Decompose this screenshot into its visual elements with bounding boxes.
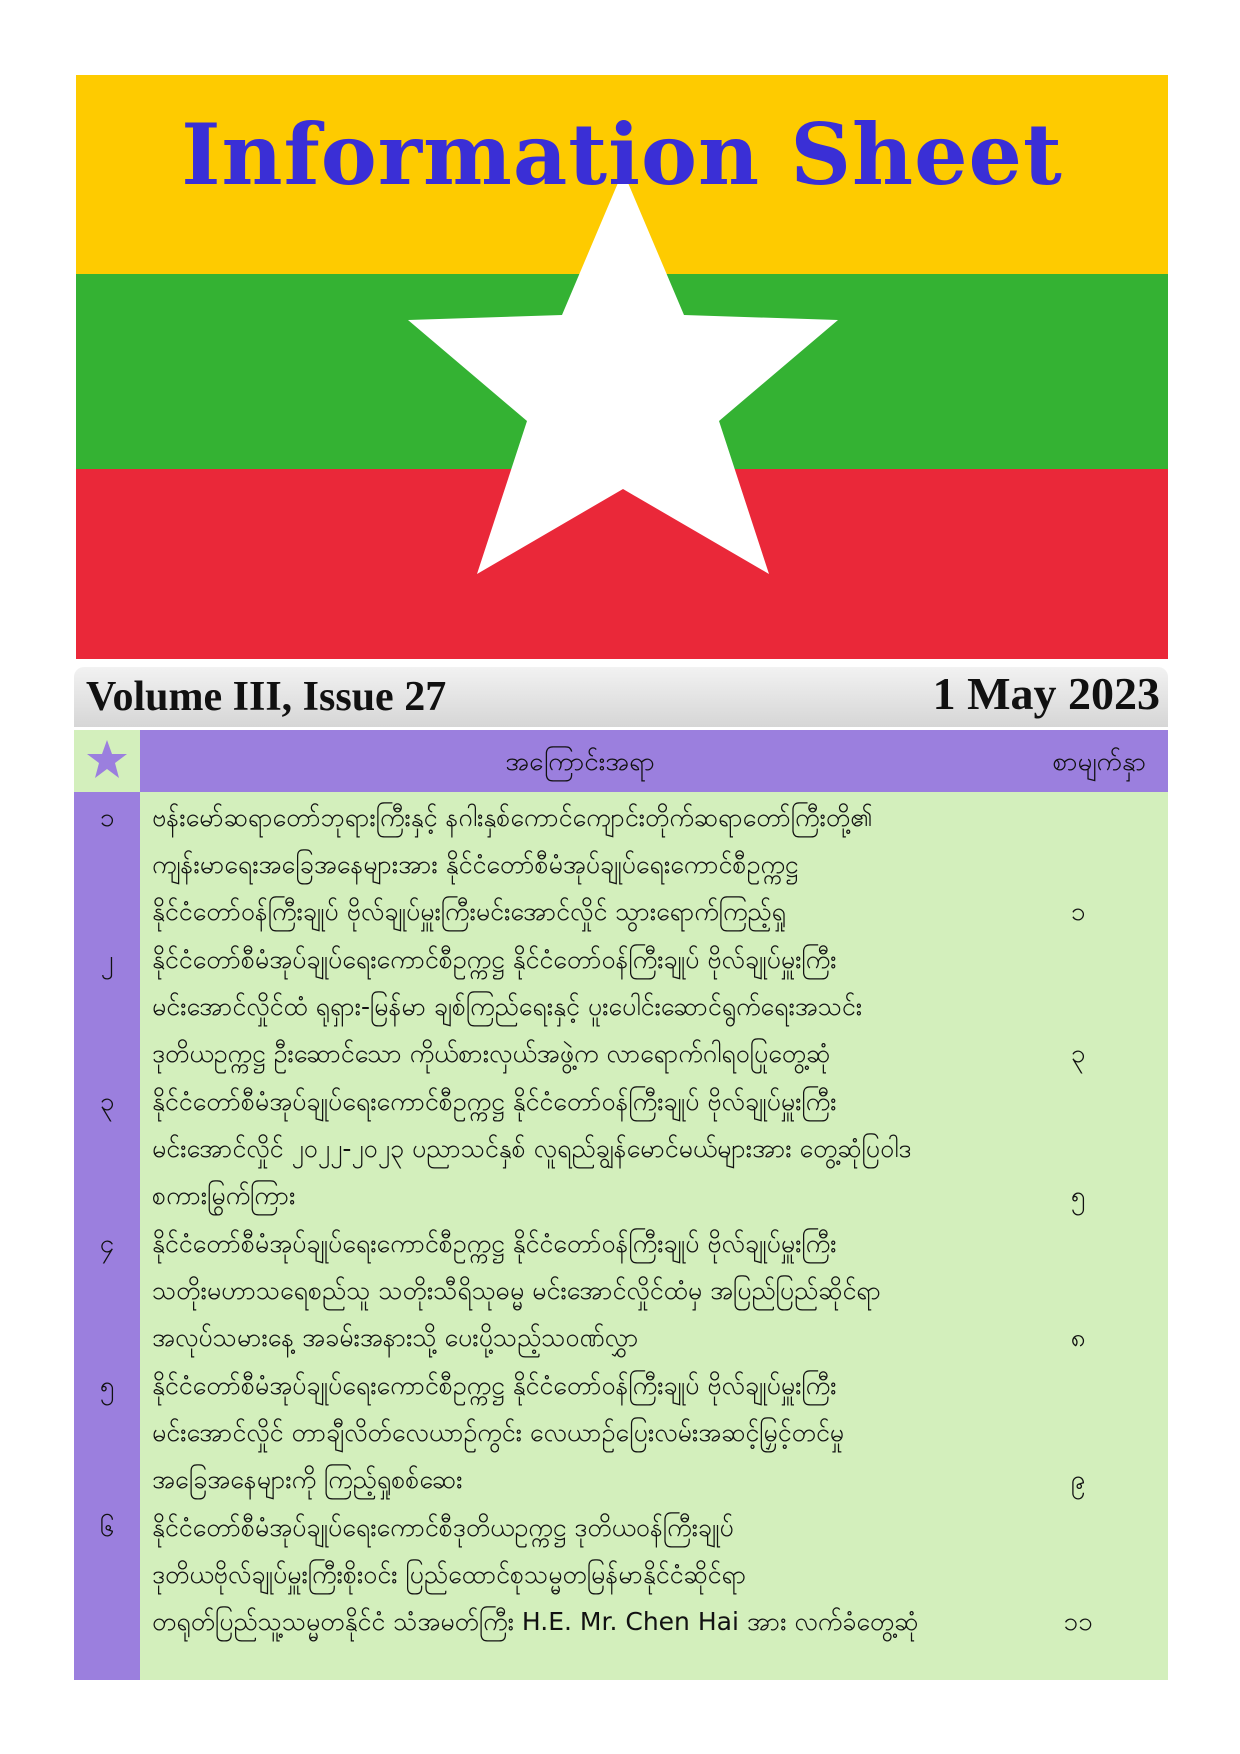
toc-row-page: ၅ [1070,1181,1086,1211]
toc-row-line: ဗန်းမော်ဆရာတော်ဘုရားကြီးနှင့် နဂါးနှစ်ကောင်ကျောင်းတိုက်ဆရာတော်ကြီးတို့၏ [152,803,873,832]
toc-star-cell [74,730,140,792]
toc-row-title [152,1504,1032,1645]
toc-row-line: ကျန်းမာရေးအခြေအနေများအား နိုင်ငံတော်စီမံအုပ်ချုပ်ရေးကောင်စီဥက္ကဋ္ဌ [152,850,799,879]
toc-row-page: ၁ [1070,897,1086,927]
toc-row-number: ၄ [99,1229,115,1259]
issue-info-bar [74,667,1168,727]
toc-row-line: သတိုးမဟာသရေစည်သူ သတိုးသီရိသုဓမ္မ မင်းအောင်လှိုင်ထံမှ အပြည်ပြည်ဆိုင်ရာ [152,1276,881,1305]
toc-row-title [152,936,1032,1077]
toc-header [140,730,1168,792]
toc-row-line: အခြေအနေများကို ကြည့်ရှုစစ်ဆေး [152,1465,463,1494]
toc-row-number: ၆ [99,1513,115,1543]
toc-row-line: နိုင်ငံတော်စီမံအုပ်ချုပ်ရေးကောင်စီဥက္ကဋ္ဌ နိုင်ငံတော်ဝန်ကြီးချုပ် ဗိုလ်ချုပ်မှူးကြီး [152,1229,837,1258]
toc-row-line: မင်းအောင်လှိုင် ၂၀၂၂-၂၀၂၃ ပညာသင်နှစ် လူရည်ချွန်မောင်မယ်များအား တွေ့ဆုံပြဝါဒ [152,1134,912,1163]
toc-row-page: ၃ [1070,1039,1086,1069]
toc-row-line: နိုင်ငံတော်စီမံအုပ်ချုပ်ရေးကောင်စီဥက္ကဋ္ဌ နိုင်ငံတော်ဝန်ကြီးချုပ် ဗိုလ်ချုပ်မှူးကြီး [152,945,837,974]
toc-row-page: ၈ [1070,1323,1086,1353]
cover-flag-banner [76,75,1168,659]
toc-row-title [152,1362,1032,1503]
toc-row[interactable] [74,1504,1168,1642]
toc-row-page: ၁၁ [1063,1607,1093,1637]
toc-row-line: တရုတ်ပြည်သူ့သမ္မတနိုင်ငံ သံအမတ်ကြီး H.E. Mr. Chen Hai အား လက်ခံတွေ့ဆုံ [152,1607,919,1636]
toc-row-line: နိုင်ငံတော်စီမံအုပ်ချုပ်ရေးကောင်စီဥက္ကဋ္ဌ နိုင်ငံတော်ဝန်ကြီးချုပ် ဗိုလ်ချုပ်မှူးကြီး [152,1371,837,1400]
toc-row-line: မင်းအောင်လှိုင်ထံ ရုရှား-မြန်မာ ချစ်ကြည်ရေးနှင့် ပူးပေါင်းဆောင်ရွက်ရေးအသင်း [152,992,863,1021]
toc-row-line: နိုင်ငံတော်စီမံအုပ်ချုပ်ရေးကောင်စီဥက္ကဋ္ဌ နိုင်ငံတော်ဝန်ကြီးချုပ် ဗိုလ်ချုပ်မှူးကြီး [152,1087,837,1116]
toc-row-title [152,1220,1032,1361]
toc-row-line: မင်းအောင်လှိုင် တာချီလိတ်လေယာဉ်ကွင်း လေယာဉ်ပြေးလမ်းအဆင့်မြှင့်တင်မှု [152,1418,845,1447]
toc-row[interactable] [74,936,1168,1074]
toc-row-line: ဒုတိယဥက္ကဋ္ဌ ဦးဆောင်သော ကိုယ်စားလှယ်အဖွဲ့က လာရောက်ဂါရဝပြုတွေ့ဆုံ [152,1039,831,1068]
toc-row[interactable] [74,1220,1168,1358]
cover-title: Information Sheet [181,105,1063,204]
toc-row-line: နိုင်ငံတော်ဝန်ကြီးချုပ် ဗိုလ်ချုပ်မှူးကြီးမင်းအောင်လှိုင် သွားရောက်ကြည့်ရှု [152,897,786,926]
toc-header-title: အကြောင်းအရာ [505,747,655,777]
toc-row[interactable] [74,794,1168,932]
toc-row-title [152,1078,1032,1219]
toc-row-number: ၃ [99,1087,115,1117]
issue-date: 1 May 2023 [932,668,1160,719]
toc-row-line: ဒုတိယဗိုလ်ချုပ်မှူးကြီးစိုးဝင်း ပြည်ထောင်စုသမ္မတမြန်မာနိုင်ငံဆိုင်ရာ [152,1560,747,1589]
issue-volume: Volume III, Issue 27 [86,674,447,720]
toc-row-page: ၉ [1070,1465,1086,1495]
toc-row-number: ၅ [99,1371,115,1401]
toc-row-line: အလုပ်သမားနေ့ အခမ်းအနားသို့ ပေးပို့သည့်သဝဏ်လွှာ [152,1323,639,1352]
toc-row-line: နိုင်ငံတော်စီမံအုပ်ချုပ်ရေးကောင်စီဒုတိယဥက္ကဋ္ဌ ဒုတိယဝန်ကြီးချုပ် [152,1513,734,1542]
purple-star-icon [85,738,129,782]
table-of-contents [74,730,1168,1680]
toc-row[interactable] [74,1362,1168,1500]
toc-row[interactable] [74,1078,1168,1216]
toc-row-title [152,794,1032,935]
toc-header-page: စာမျက်နှာ [1052,747,1146,777]
toc-row-number: ၁ [99,803,115,833]
toc-row-line: စကားမြွက်ကြား [152,1181,296,1210]
toc-row-number: ၂ [100,945,114,975]
